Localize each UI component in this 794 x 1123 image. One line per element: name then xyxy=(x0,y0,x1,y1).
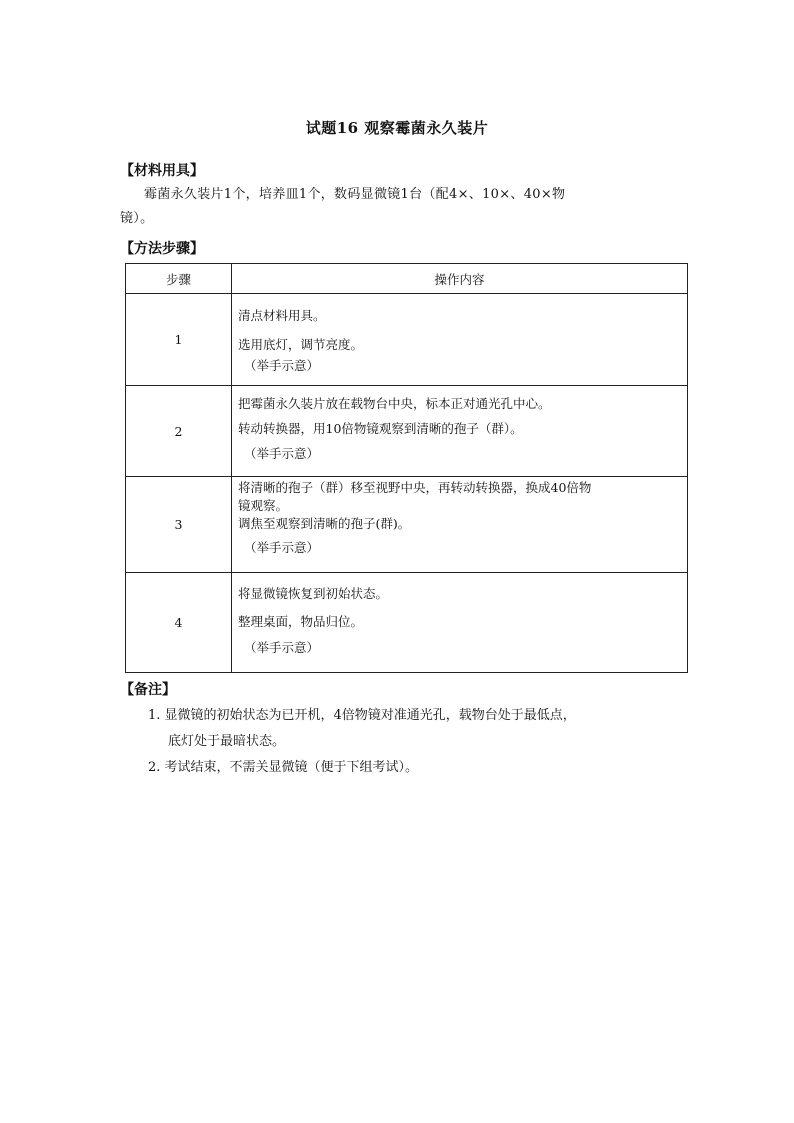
step-line: 转动转换器，用10倍物镜观察到清晰的孢子（群）。 xyxy=(238,421,523,436)
remarks-list xyxy=(148,703,688,781)
step-note: （举手示意） xyxy=(244,540,320,555)
table-row xyxy=(126,386,688,477)
step-line: 调焦至观察到清晰的孢子(群)。 xyxy=(238,516,411,531)
table-row xyxy=(126,573,688,673)
step-content xyxy=(232,477,688,573)
step-line: 清点材料用具。 xyxy=(238,308,326,323)
table-row xyxy=(126,294,688,386)
step-line: 选用底灯，调节亮度。 xyxy=(238,337,364,352)
step-content xyxy=(232,386,688,477)
table-row xyxy=(126,477,688,573)
remark-item: 2. 考试结束，不需关显微镜（便于下组考试）。 xyxy=(148,760,419,775)
materials-text-line2: 镜）。 xyxy=(120,211,154,226)
step-note: （举手示意） xyxy=(244,640,320,655)
step-line: 把霉菌永久装片放在载物台中央，标本正对通光孔中心。 xyxy=(238,396,551,411)
materials-text xyxy=(120,183,680,231)
step-number: 4 xyxy=(126,573,232,673)
column-header-content: 操作内容 xyxy=(232,264,688,294)
step-number: 1 xyxy=(126,294,232,386)
step-note: （举手示意） xyxy=(244,358,320,373)
steps-table xyxy=(125,263,688,673)
remark-item: 1. 显微镜的初始状态为已开机，4倍物镜对准通光孔，载物台处于最低点， xyxy=(148,708,576,723)
method-heading: 【方法步骤】 xyxy=(120,241,204,257)
step-number: 3 xyxy=(126,477,232,573)
step-line: 将显微镜恢复到初始状态。 xyxy=(238,586,389,601)
remarks-heading: 【备注】 xyxy=(120,682,176,698)
remark-item-continuation: 底灯处于最暗状态。 xyxy=(168,734,286,749)
step-number: 2 xyxy=(126,386,232,477)
page-title: 试题16 观察霉菌永久装片 xyxy=(305,119,489,137)
step-content xyxy=(232,294,688,386)
table-header-row xyxy=(126,264,688,294)
column-header-step: 步骤 xyxy=(126,264,232,294)
step-line: 整理桌面，物品归位。 xyxy=(238,614,364,629)
materials-heading: 【材料用具】 xyxy=(120,163,204,179)
step-line: 将清晰的孢子（群）移至视野中央，再转动转换器，换成40倍物 xyxy=(238,480,592,495)
step-note: （举手示意） xyxy=(244,446,320,461)
materials-text-line1: 霉菌永久装片1个，培养皿1个，数码显微镜1台（配4×、10×、40×物 xyxy=(144,187,566,202)
step-line: 镜观察。 xyxy=(238,498,289,513)
step-content xyxy=(232,573,688,673)
